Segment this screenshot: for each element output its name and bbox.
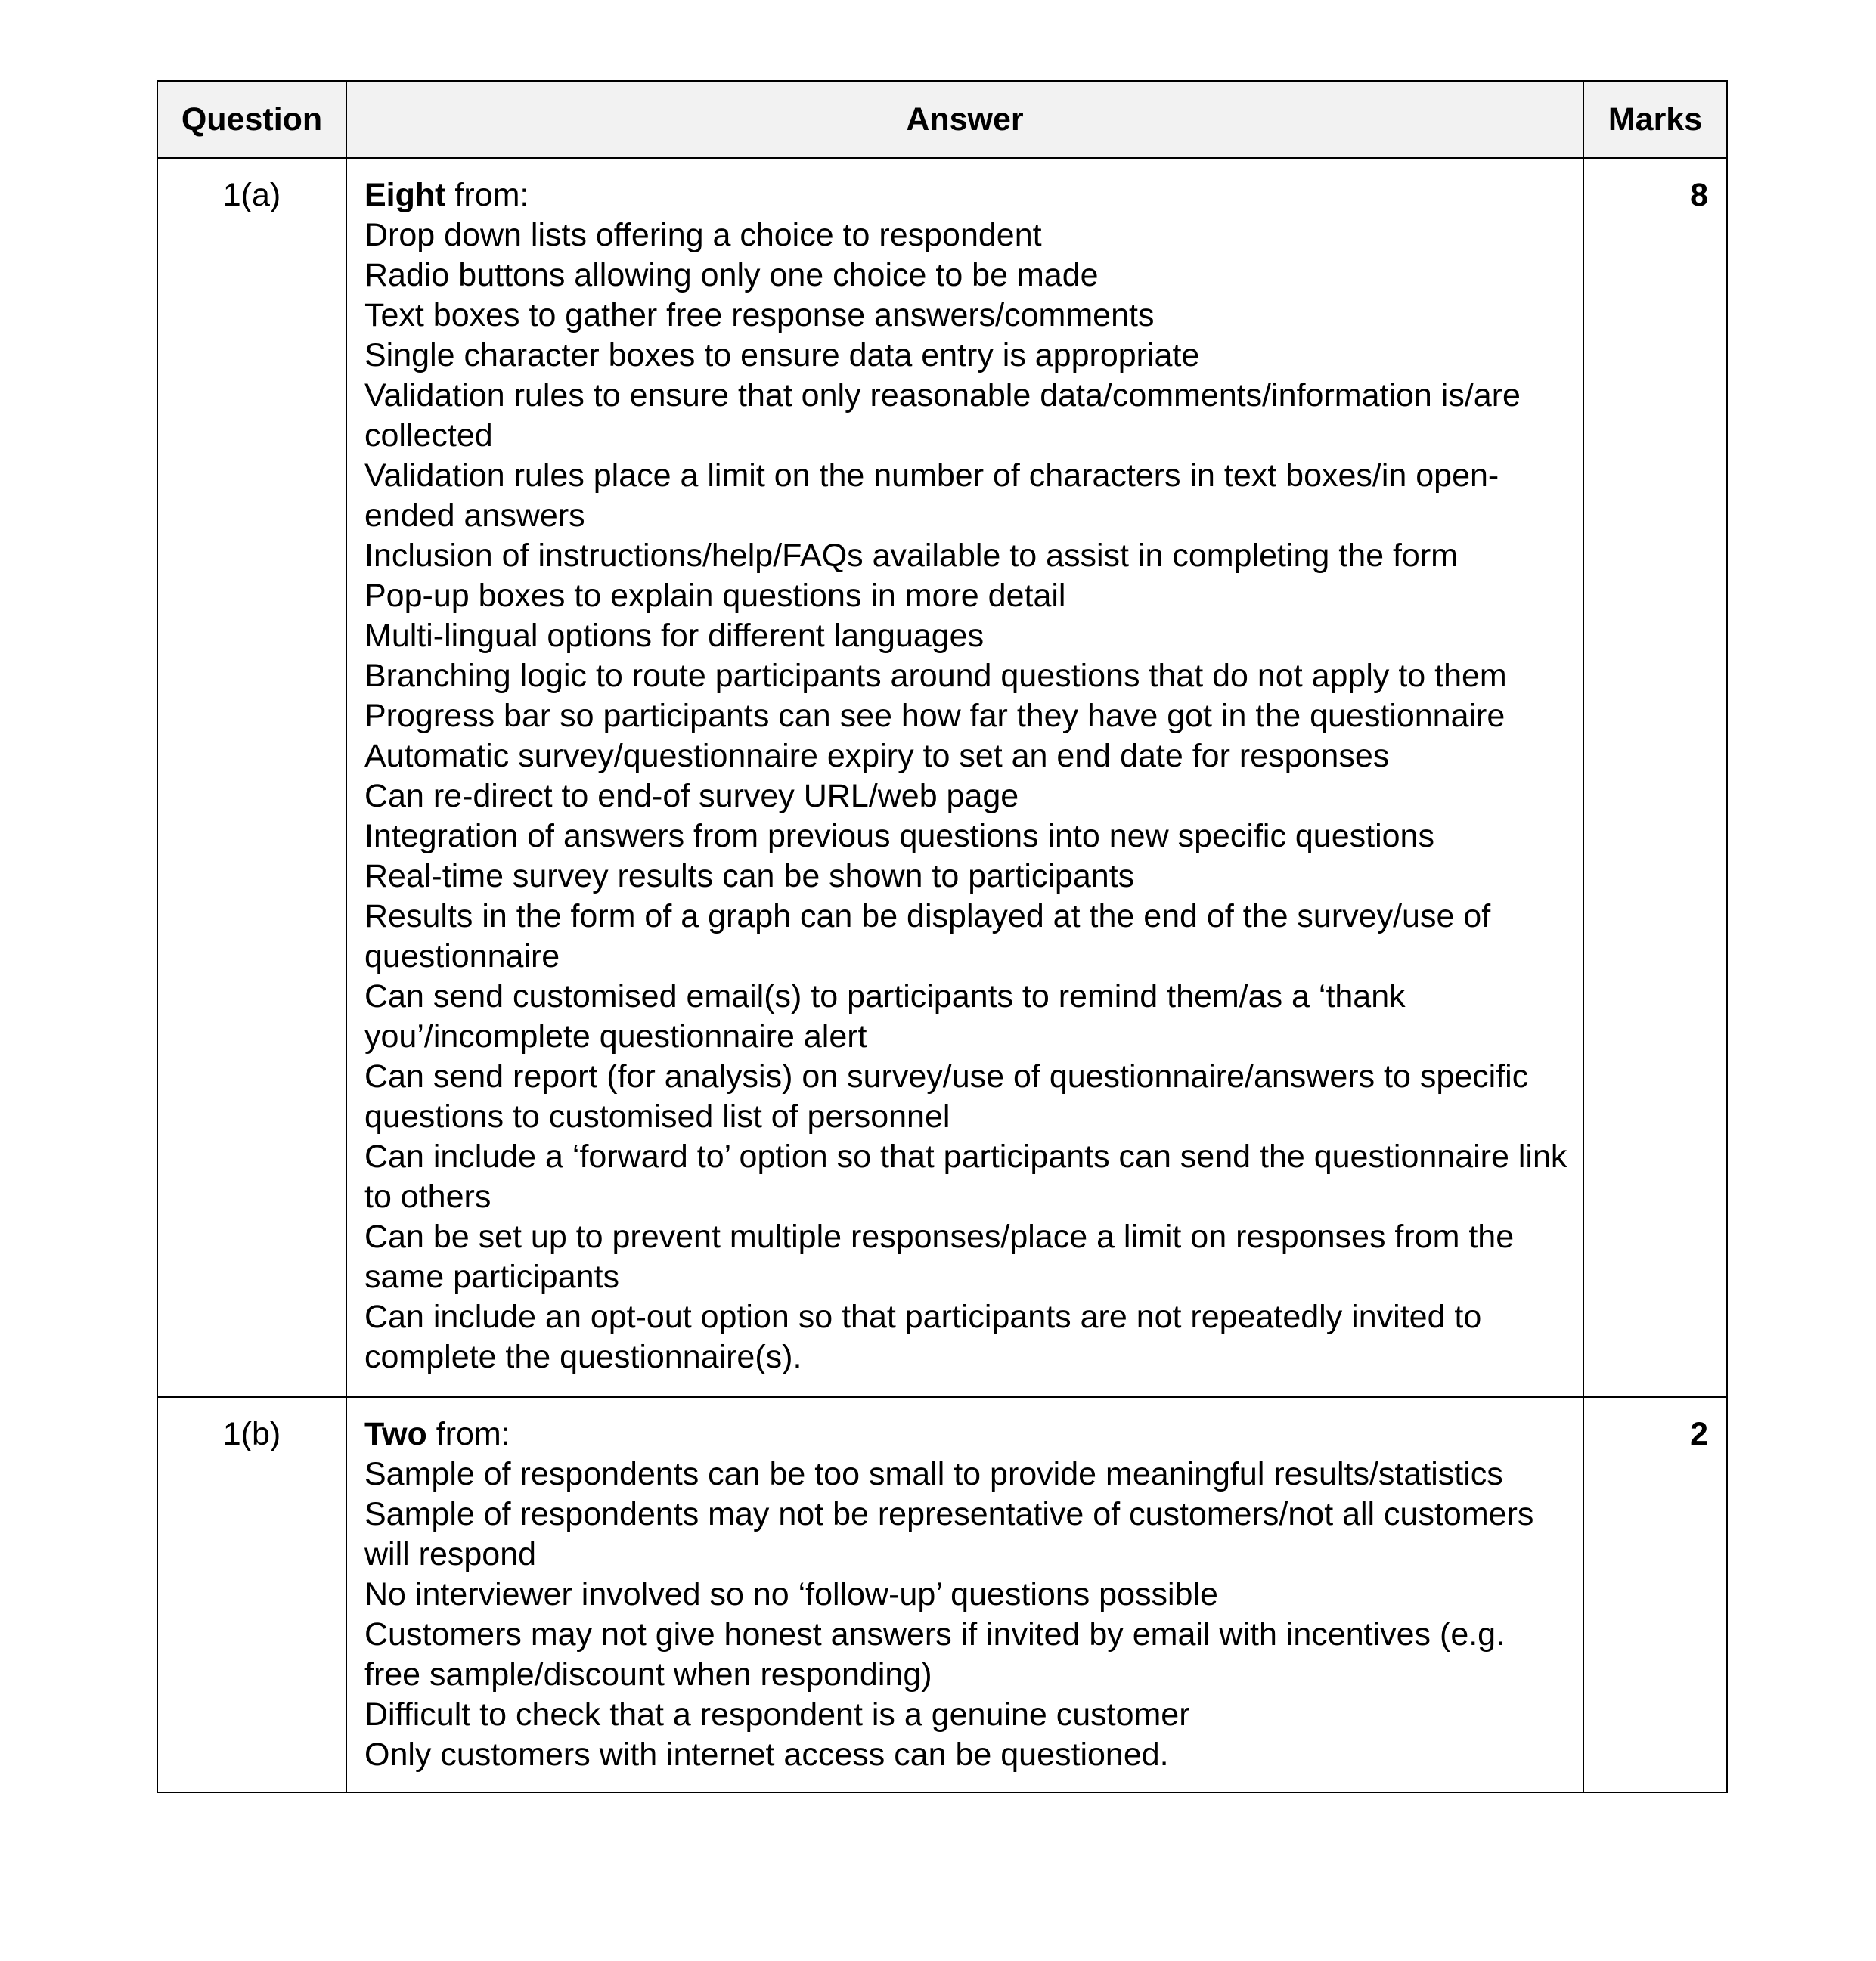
answer-cell bbox=[346, 158, 1583, 1397]
answer-point: Sample of respondents may not be representative of customers/not all customers will respond bbox=[364, 1496, 1534, 1572]
answer-point: Automatic survey/questionnaire expiry to set an end date for responses bbox=[364, 738, 1390, 774]
answer-point: Text boxes to gather free response answers/comments bbox=[364, 297, 1155, 333]
answer-lead bbox=[364, 175, 1567, 215]
answer-point: Can send customised email(s) to participants to remind them/as a ‘thank you’/incomplete questionnaire alert bbox=[364, 978, 1406, 1055]
answer-point: Branching logic to route participants around questions that do not apply to them bbox=[364, 658, 1507, 694]
answer-point: Can re-direct to end-of survey URL/web page bbox=[364, 778, 1019, 814]
header-answer: Answer bbox=[346, 81, 1583, 158]
answer-lead-count: Two bbox=[364, 1416, 427, 1452]
answer-point: Progress bar so participants can see how far they have got in the questionnaire bbox=[364, 698, 1505, 734]
answer-point: Only customers with internet access can be questioned. bbox=[364, 1736, 1169, 1773]
answer-lead-text: from: bbox=[445, 177, 529, 213]
table-row-1b bbox=[157, 1397, 1727, 1792]
answer-point: No interviewer involved so no ‘follow-up’ questions possible bbox=[364, 1576, 1218, 1612]
answer-point: Difficult to check that a respondent is a genuine customer bbox=[364, 1696, 1190, 1733]
answer-point: Real-time survey results can be shown to participants bbox=[364, 858, 1135, 894]
table-row-1a bbox=[157, 158, 1727, 1397]
marks-value: 2 bbox=[1583, 1397, 1727, 1792]
header-marks: Marks bbox=[1583, 81, 1727, 158]
answer-point: Can send report (for analysis) on survey/use of questionnaire/answers to specific questions to customised list of personnel bbox=[364, 1058, 1529, 1135]
answer-point: Results in the form of a graph can be displayed at the end of the survey/use of questionnaire bbox=[364, 898, 1491, 974]
answer-point: Sample of respondents can be too small to provide meaningful results/statistics bbox=[364, 1456, 1503, 1492]
answer-point: Can be set up to prevent multiple responses/place a limit on responses from the same participants bbox=[364, 1219, 1515, 1295]
answer-point: Can include a ‘forward to’ option so that participants can send the questionnaire link to others bbox=[364, 1138, 1567, 1215]
answer-lead bbox=[364, 1414, 1567, 1454]
header-row bbox=[157, 81, 1727, 158]
answer-point: Inclusion of instructions/help/FAQs available to assist in completing the form bbox=[364, 537, 1458, 574]
answer-point: Single character boxes to ensure data entry is appropriate bbox=[364, 337, 1200, 373]
answer-point: Drop down lists offering a choice to respondent bbox=[364, 217, 1042, 253]
answer-lead-text: from: bbox=[426, 1416, 510, 1452]
header-question: Question bbox=[157, 81, 346, 158]
mark-scheme-table bbox=[157, 80, 1728, 1793]
answer-point: Multi-lingual options for different languages bbox=[364, 618, 985, 654]
question-number: 1(a) bbox=[157, 158, 346, 1397]
question-number: 1(b) bbox=[157, 1397, 346, 1792]
answer-point: Validation rules place a limit on the number of characters in text boxes/in open-ended answers bbox=[364, 457, 1499, 534]
answer-lead-count: Eight bbox=[364, 177, 446, 213]
answer-point: Radio buttons allowing only one choice to be made bbox=[364, 257, 1099, 293]
marks-value: 8 bbox=[1583, 158, 1727, 1397]
answer-cell bbox=[346, 1397, 1583, 1792]
answer-point: Pop-up boxes to explain questions in more detail bbox=[364, 578, 1066, 614]
answer-point: Integration of answers from previous questions into new specific questions bbox=[364, 818, 1434, 854]
answer-point: Customers may not give honest answers if invited by email with incentives (e.g. free sample/discount when responding) bbox=[364, 1616, 1505, 1693]
answer-point: Can include an opt-out option so that participants are not repeatedly invited to complete the questionnaire(s). bbox=[364, 1299, 1482, 1375]
answer-point: Validation rules to ensure that only reasonable data/comments/information is/are collected bbox=[364, 377, 1521, 454]
